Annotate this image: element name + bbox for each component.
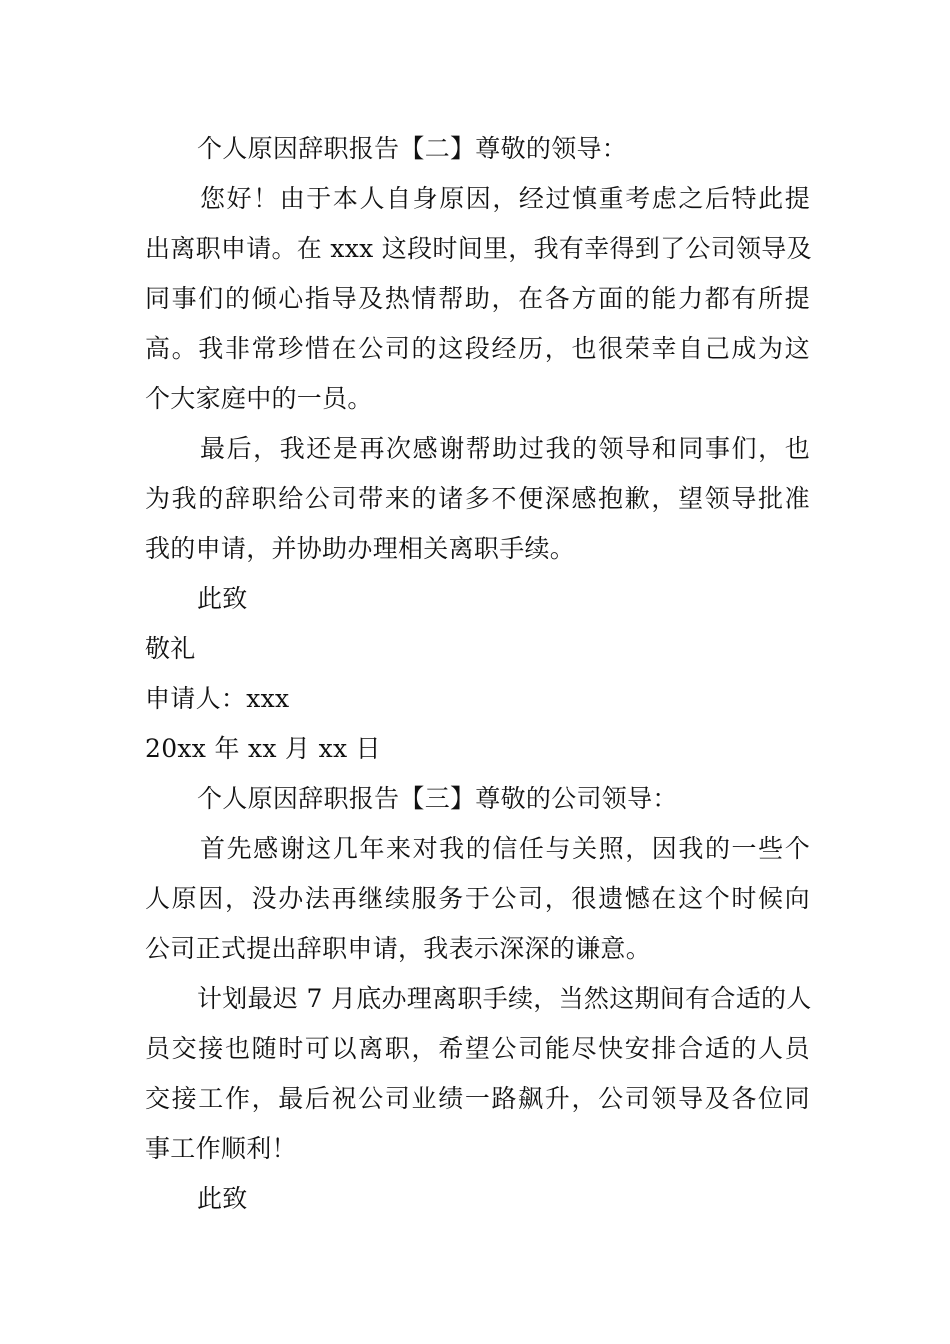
paragraph-line: 同事们的倾心指导及热情帮助，在各方面的能力都有所提 xyxy=(145,284,810,313)
closing-salutation: 此致 xyxy=(197,584,248,613)
paragraph-line: 我的申请，并协助办理相关离职手续。 xyxy=(145,534,576,563)
section-heading-3: 个人原因辞职报告【三】尊敬的公司领导： xyxy=(197,784,678,813)
paragraph-line: 事工作顺利！ xyxy=(145,1134,297,1163)
closing-regards: 敬礼 xyxy=(145,634,196,663)
paragraph-line: 公司正式提出辞职申请，我表示深深的谦意。 xyxy=(145,934,652,963)
date-line: 20xx 年 xx 月 xx 日 xyxy=(145,734,381,763)
paragraph-line: 首先感谢这几年来对我的信任与关照，因我的一些个 xyxy=(200,834,810,863)
paragraph-line: 人原因，没办法再继续服务于公司，很遗憾在这个时候向 xyxy=(145,884,810,913)
paragraph-line: 个大家庭中的一员。 xyxy=(145,384,373,413)
closing-salutation: 此致 xyxy=(197,1184,248,1213)
applicant-name: 申请人：xxx xyxy=(145,684,290,713)
paragraph-line: 计划最迟 7 月底办理离职手续，当然这期间有合适的人 xyxy=(197,984,812,1013)
paragraph-line: 员交接也随时可以离职，希望公司能尽快安排合适的人员 xyxy=(145,1034,810,1063)
paragraph-line: 交接工作，最后祝公司业绩一路飙升，公司领导及各位同 xyxy=(145,1084,810,1113)
paragraph-line: 高。我非常珍惜在公司的这段经历，也很荣幸自己成为这 xyxy=(145,334,810,363)
paragraph-line: 出离职申请。在 xxx 这段时间里，我有幸得到了公司领导及 xyxy=(145,234,812,263)
paragraph-line: 最后，我还是再次感谢帮助过我的领导和同事们，也 xyxy=(200,434,810,463)
paragraph-line: 您好！由于本人自身原因，经过慎重考虑之后特此提 xyxy=(200,184,810,213)
section-heading-2: 个人原因辞职报告【二】尊敬的领导： xyxy=(197,134,628,163)
paragraph-line: 为我的辞职给公司带来的诸多不便深感抱歉，望领导批准 xyxy=(145,484,810,513)
